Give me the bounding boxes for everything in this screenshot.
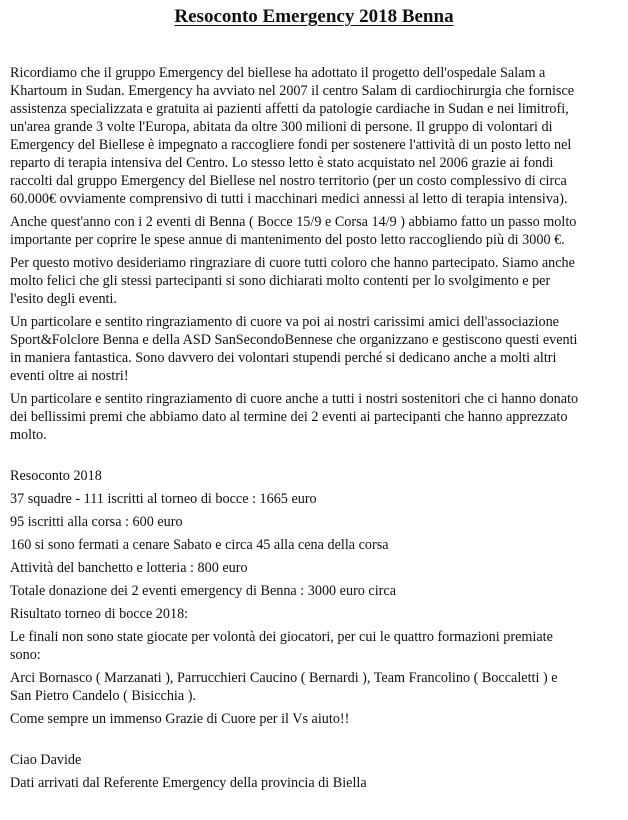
text-line: eventi oltre ai nostri! [10,368,129,384]
source-text: Dati arrivati dal Referente Emergency della provincia di Biella [10,775,367,791]
resoconto-squadre [10,669,616,705]
text-line: molto. [10,427,47,443]
paragraph-events [10,213,616,249]
text-line: Emergency del Biellese è impegnato a raccogliere fondi per sostenere l'attività di un posto letto nel [10,137,572,153]
text-line: raccolti dal gruppo Emergency del Biellese nel nostro territorio (per un costo complessivo di circa [10,173,567,189]
resoconto-item [10,513,616,531]
text-line: in maniera fantastica. Sono davvero dei volontari stupendi perché si dedicano anche a molti altri [10,350,557,366]
text-line: Un particolare e sentito ringraziamento di cuore anche a tutti i nostri sostenitori che ci hanno donato [10,391,579,407]
resoconto-bocce: 37 squadre - 111 iscritti al torneo di bocce : 1665 euro [10,491,317,507]
paragraph-thanks-participants [10,254,616,308]
resoconto-thanks [10,710,616,728]
text-line: Anche quest'anno con i 2 eventi di Benna ( Bocce 15/9 e Corsa 14/9 ) abbiamo fatto un passo molto [10,214,577,230]
greeting-text: Ciao Davide [10,752,82,768]
text-line: Un particolare e sentito ringraziamento di cuore va poi ai nostri carissimi amici dell'associazione [10,314,559,330]
resoconto-item [10,605,616,623]
resoconto-item [10,536,616,554]
resoconto-heading-text: Resoconto 2018 [10,468,102,484]
text-line: San Pietro Candelo ( Bisicchia ). [10,688,196,704]
text-line: Le finali non sono state giocate per volontà dei giocatori, per cui le quattro formazioni premiate [10,629,553,645]
text-line: 60.000€ ovviamente comprensivo di tutti i macchinari medici annessi al letto di terapia intensiva). [10,191,568,207]
resoconto-cena: 160 si sono fermati a cenare Sabato e circa 45 alla cena della corsa [10,537,389,553]
text-line: molto felici che gli stessi partecipanti si sono dichiarati molto contenti per lo svolgimento e per [10,273,551,289]
closing-source [10,774,616,792]
text-line: Arci Bornasco ( Marzanati ), Parrucchieri Caucino ( Bernardi ), Team Francolino ( Boccaletti ) e [10,670,558,686]
resoconto-heading [10,467,616,485]
resoconto-totale: Totale donazione dei 2 eventi emergency di Benna : 3000 euro circa [10,583,396,599]
resoconto-item [10,582,616,600]
text-line: reparto di terapia intensiva del Centro. Lo stesso letto è stato acquistato nel 2006 grazie ai fondi [10,155,554,171]
document-title [0,6,628,28]
text-line: dei bellissimi premi che abbiamo dato al termine dei 2 eventi ai partecipanti che hanno apprezzato [10,409,568,425]
resoconto-finali [10,628,616,664]
text-line: Sport&Folclore Benna e della ASD SanSecondoBennese che organizzano e gestiscono questi eventi [10,332,578,348]
thanks-text: Come sempre un immenso Grazie di Cuore per il Vs aiuto!! [10,711,350,727]
text-line: sono: [10,647,41,663]
text-line: un'area grande 3 volte l'Europa, abitata da oltre 300 milioni di persone. Il gruppo di volontari di [10,119,553,135]
resoconto-risultato: Risultato torneo di bocce 2018: [10,606,189,622]
paragraph-thanks-sponsors [10,390,616,444]
resoconto-banchetto: Attività del banchetto e lotteria : 800 euro [10,560,248,576]
paragraph-thanks-associations [10,313,616,385]
title-text: Resoconto Emergency 2018 Benna [174,6,454,27]
text-line: assistenza specializzata e gratuita ai pazienti affetti da patologie cardiache in Sudan e nei limitrofi, [10,101,569,117]
document-body [10,64,616,792]
text-line: Per questo motivo desideriamo ringraziare di cuore tutti coloro che hanno partecipato. Siamo anche [10,255,575,271]
text-line: l'esito degli eventi. [10,291,117,307]
resoconto-corsa: 95 iscritti alla corsa : 600 euro [10,514,183,530]
text-line: importante per coprire le spese annue di mantenimento del posto letto raccogliendo più di 3000 €. [10,232,565,248]
closing-greeting [10,751,616,769]
resoconto-item [10,559,616,577]
text-line: Khartoum in Sudan. Emergency ha avviato nel 2007 il centro Salam di cardiochirurgia che fornisce [10,83,575,99]
text-line: Ricordiamo che il gruppo Emergency del biellese ha adottato il progetto dell'ospedale Salam a [10,65,546,81]
paragraph-intro [10,64,616,208]
resoconto-item [10,490,616,508]
